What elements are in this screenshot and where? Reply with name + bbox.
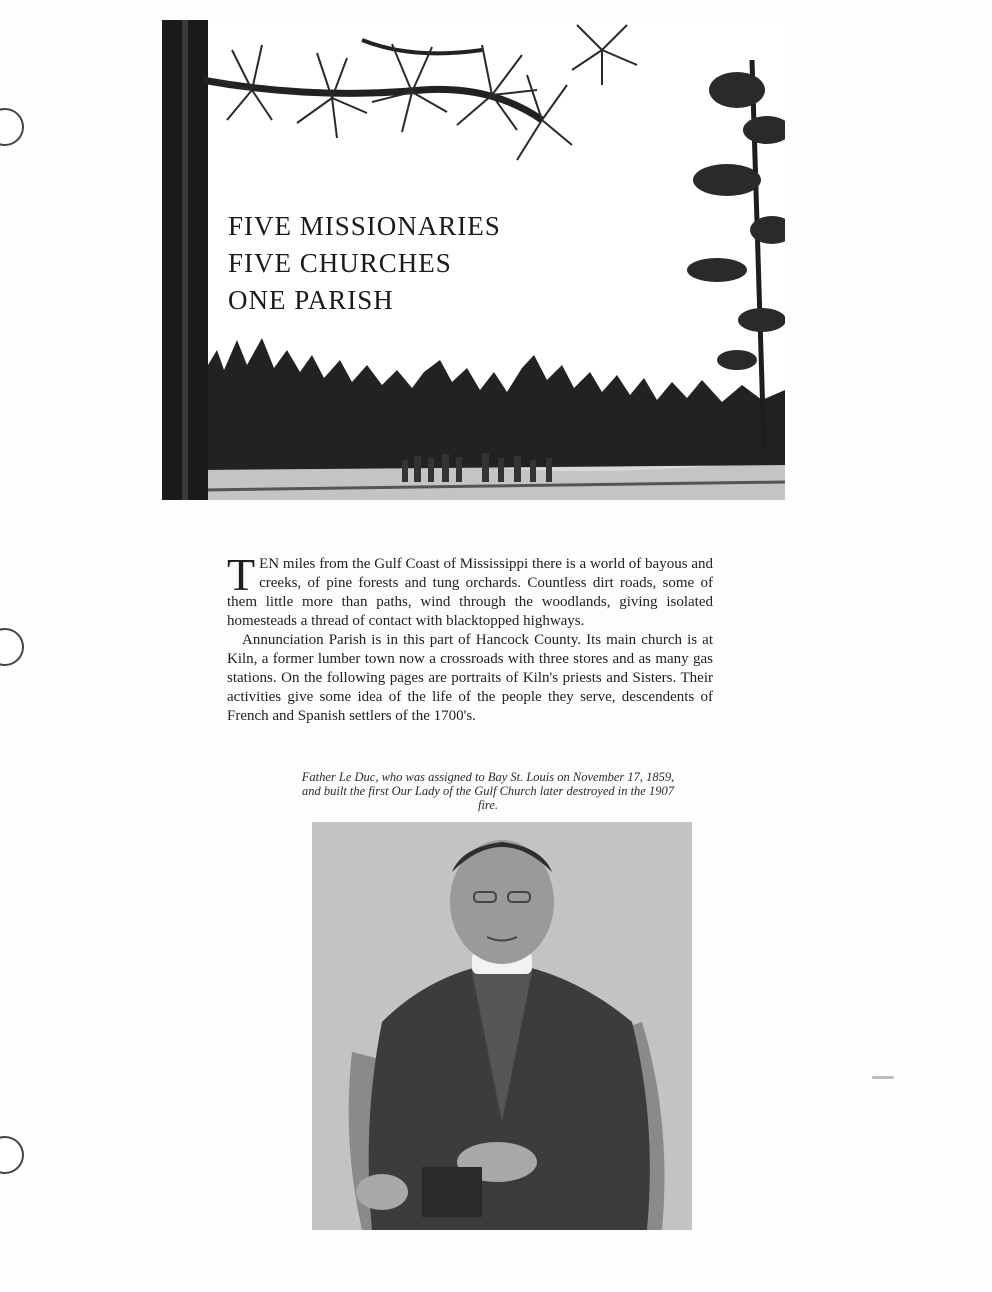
intro-paragraph-2: Annunciation Parish is in this part of Hancock County. Its main church is at Kiln, a former lumber town now a crossroads with three stores and as many gas stations. On the following pages are portraits of Kiln's priests and Sisters. Their activities give some idea of the life of the people they serve, descendents of French and Spanish settlers of the 1700's. [227, 632, 713, 724]
binder-hole-top [0, 108, 24, 146]
binder-hole-middle [0, 628, 24, 666]
hero-title-line-3: ONE PARISH [228, 285, 394, 315]
father-le-duc-portrait [312, 822, 692, 1230]
intro-paragraph-1-text: EN miles from the Gulf Coast of Mississippi there is a world of bayous and creeks, of pine forests and tung orchards. Countless dirt roads, some of them little more than paths, wind through the woodlands, giving isolated homesteads a thread of contact with blacktopped highways. [227, 556, 713, 629]
intro-text [227, 549, 713, 726]
hero-title-line-1: FIVE MISSIONARIES [228, 211, 501, 241]
portrait-caption: Father Le Duc, who was assigned to Bay St. Louis on November 17, 1859, and built the first Our Lady of the Gulf Church later destroyed in the 1907 fire. [301, 770, 675, 812]
hero-title-line-2: FIVE CHURCHES [228, 248, 452, 278]
dropcap: T [227, 549, 256, 600]
binder-hole-bottom [0, 1136, 24, 1174]
pine-forest-photo [162, 20, 785, 500]
hero-title [228, 208, 501, 319]
edge-smudge [872, 1076, 894, 1079]
intro-paragraph-1 [227, 549, 713, 631]
